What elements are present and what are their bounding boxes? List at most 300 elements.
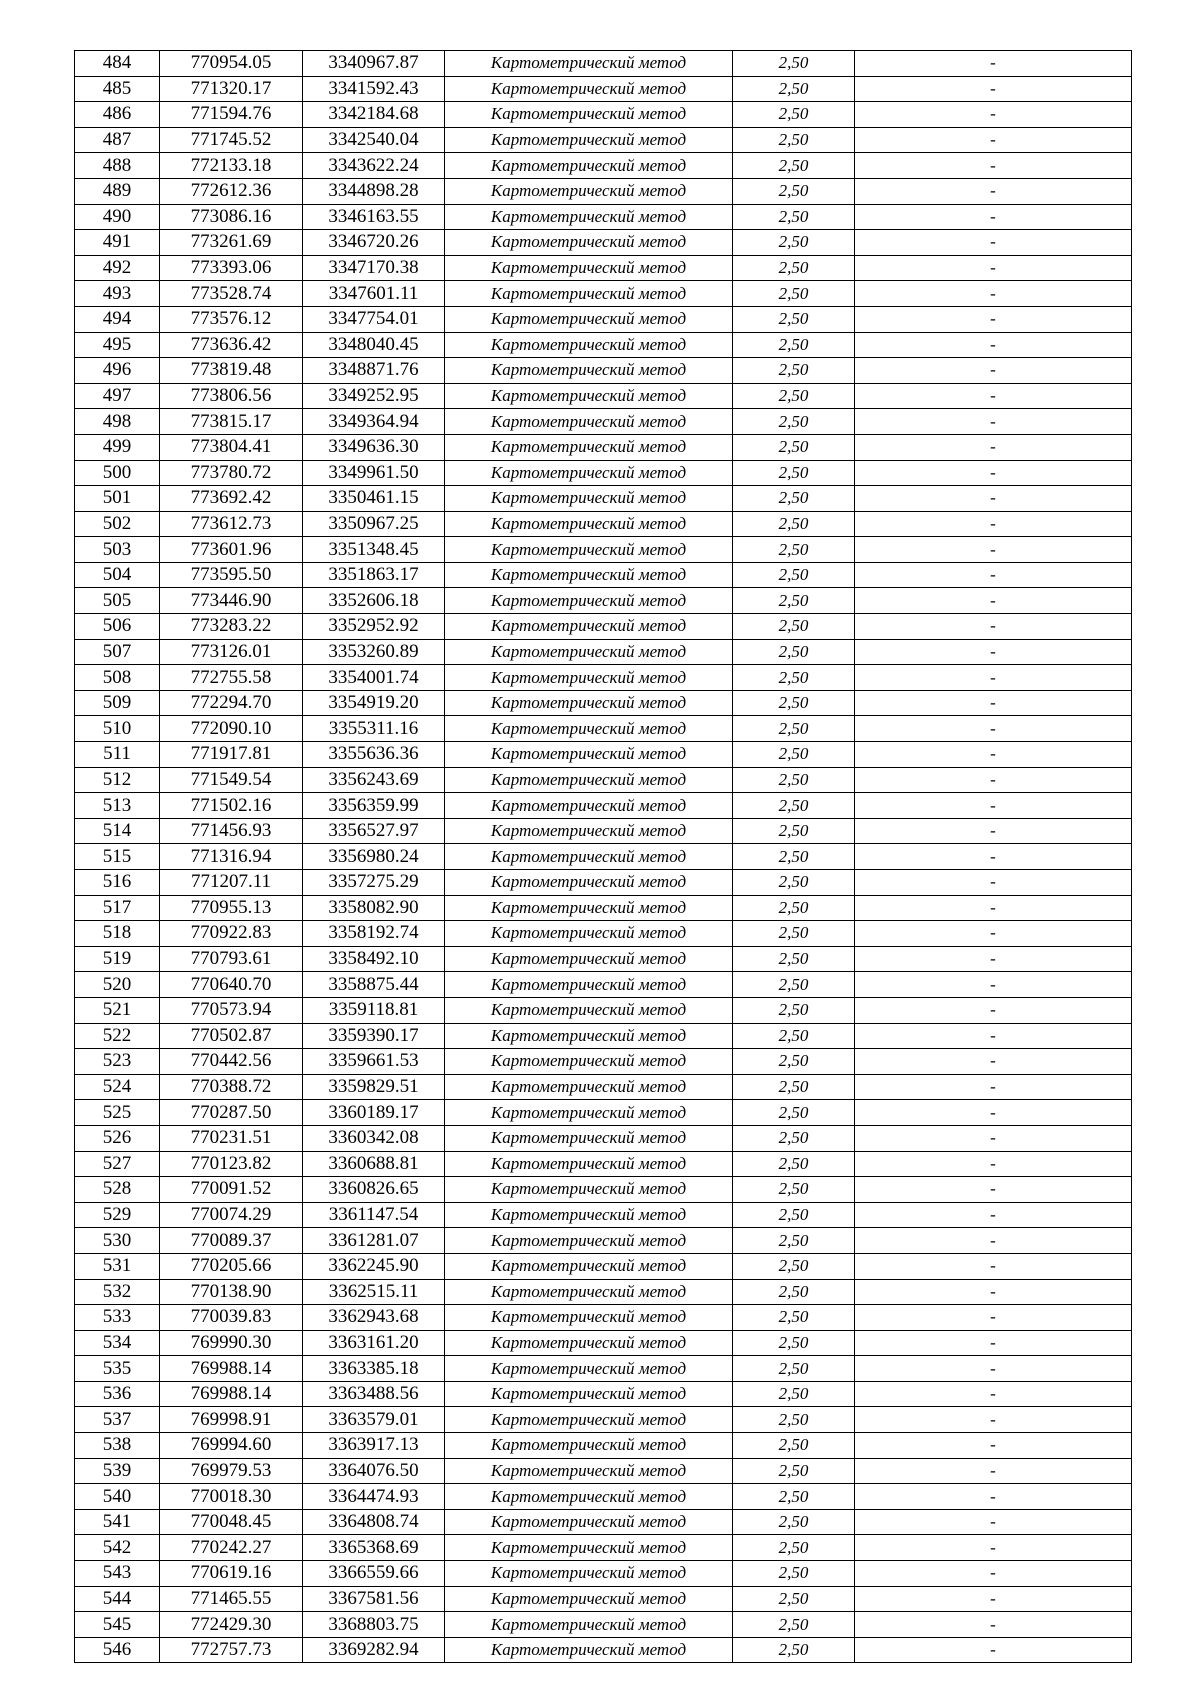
determination-method: Картометрический метод: [445, 665, 733, 691]
determination-method: Картометрический метод: [445, 537, 733, 563]
note-cell: -: [855, 1407, 1132, 1433]
accuracy-value: 2,50: [733, 895, 855, 921]
point-number: 523: [75, 1049, 160, 1075]
coordinate-x: 770138.90: [160, 1279, 303, 1305]
coordinate-x: 773780.72: [160, 460, 303, 486]
accuracy-value: 2,50: [733, 1305, 855, 1331]
accuracy-value: 2,50: [733, 537, 855, 563]
determination-method: Картометрический метод: [445, 895, 733, 921]
note-cell: -: [855, 358, 1132, 384]
table-row: [75, 230, 1132, 256]
table-row: [75, 1125, 1132, 1151]
point-number: 509: [75, 690, 160, 716]
accuracy-value: 2,50: [733, 511, 855, 537]
table-row: [75, 434, 1132, 460]
table-row: [75, 1023, 1132, 1049]
table-row: [75, 1253, 1132, 1279]
coordinate-x: 773528.74: [160, 281, 303, 307]
coordinate-y: 3360189.17: [303, 1100, 445, 1126]
point-number: 544: [75, 1586, 160, 1612]
note-cell: -: [855, 434, 1132, 460]
coordinate-x: 770048.45: [160, 1509, 303, 1535]
determination-method: Картометрический метод: [445, 921, 733, 947]
determination-method: Картометрический метод: [445, 1202, 733, 1228]
coordinates-table: [74, 50, 1132, 1663]
coordinate-y: 3346720.26: [303, 230, 445, 256]
point-number: 534: [75, 1330, 160, 1356]
table-row: [75, 153, 1132, 179]
table-row: [75, 102, 1132, 128]
table-row: [75, 1049, 1132, 1075]
point-number: 503: [75, 537, 160, 563]
coordinate-y: 3366559.66: [303, 1561, 445, 1587]
coordinate-x: 773283.22: [160, 614, 303, 640]
table-row: [75, 742, 1132, 768]
point-number: 484: [75, 51, 160, 77]
coordinate-y: 3359118.81: [303, 997, 445, 1023]
point-number: 491: [75, 230, 160, 256]
coordinate-y: 3361147.54: [303, 1202, 445, 1228]
coordinate-y: 3355311.16: [303, 716, 445, 742]
accuracy-value: 2,50: [733, 946, 855, 972]
determination-method: Картометрический метод: [445, 178, 733, 204]
coordinate-y: 3340967.87: [303, 51, 445, 77]
note-cell: -: [855, 818, 1132, 844]
note-cell: -: [855, 76, 1132, 102]
coordinate-y: 3356359.99: [303, 793, 445, 819]
determination-method: Картометрический метод: [445, 1586, 733, 1612]
determination-method: Картометрический метод: [445, 1356, 733, 1382]
determination-method: Картометрический метод: [445, 1433, 733, 1459]
coordinate-y: 3362515.11: [303, 1279, 445, 1305]
coordinate-x: 771320.17: [160, 76, 303, 102]
accuracy-value: 2,50: [733, 1381, 855, 1407]
point-number: 512: [75, 767, 160, 793]
coordinate-x: 773612.73: [160, 511, 303, 537]
accuracy-value: 2,50: [733, 639, 855, 665]
point-number: 488: [75, 153, 160, 179]
coordinate-x: 769990.30: [160, 1330, 303, 1356]
coordinate-y: 3364076.50: [303, 1458, 445, 1484]
accuracy-value: 2,50: [733, 665, 855, 691]
note-cell: -: [855, 1612, 1132, 1638]
note-cell: -: [855, 1049, 1132, 1075]
coordinate-y: 3363161.20: [303, 1330, 445, 1356]
table-row: [75, 332, 1132, 358]
accuracy-value: 2,50: [733, 204, 855, 230]
table-row: [75, 1305, 1132, 1331]
note-cell: -: [855, 102, 1132, 128]
coordinate-x: 773601.96: [160, 537, 303, 563]
coordinate-y: 3344898.28: [303, 178, 445, 204]
table-row: [75, 1151, 1132, 1177]
determination-method: Картометрический метод: [445, 972, 733, 998]
coordinate-y: 3361281.07: [303, 1228, 445, 1254]
coordinate-y: 3357275.29: [303, 870, 445, 896]
coordinate-x: 773393.06: [160, 255, 303, 281]
note-cell: -: [855, 486, 1132, 512]
determination-method: Картометрический метод: [445, 1305, 733, 1331]
note-cell: -: [855, 1330, 1132, 1356]
table-row: [75, 690, 1132, 716]
coordinate-x: 769988.14: [160, 1356, 303, 1382]
coordinate-x: 770089.37: [160, 1228, 303, 1254]
determination-method: Картометрический метод: [445, 434, 733, 460]
accuracy-value: 2,50: [733, 588, 855, 614]
accuracy-value: 2,50: [733, 1049, 855, 1075]
point-number: 485: [75, 76, 160, 102]
accuracy-value: 2,50: [733, 562, 855, 588]
accuracy-value: 2,50: [733, 1433, 855, 1459]
coordinate-y: 3358492.10: [303, 946, 445, 972]
table-row: [75, 946, 1132, 972]
coordinate-x: 772294.70: [160, 690, 303, 716]
point-number: 495: [75, 332, 160, 358]
determination-method: Картометрический метод: [445, 51, 733, 77]
point-number: 489: [75, 178, 160, 204]
table-row: [75, 204, 1132, 230]
determination-method: Картометрический метод: [445, 460, 733, 486]
table-row: [75, 486, 1132, 512]
coordinate-y: 3364474.93: [303, 1484, 445, 1510]
table-row: [75, 1586, 1132, 1612]
note-cell: -: [855, 1228, 1132, 1254]
coordinate-x: 773815.17: [160, 409, 303, 435]
point-number: 521: [75, 997, 160, 1023]
table-row: [75, 588, 1132, 614]
table-row: [75, 665, 1132, 691]
coordinate-x: 770793.61: [160, 946, 303, 972]
table-row: [75, 51, 1132, 77]
accuracy-value: 2,50: [733, 255, 855, 281]
coordinate-x: 772612.36: [160, 178, 303, 204]
coordinate-y: 3356243.69: [303, 767, 445, 793]
accuracy-value: 2,50: [733, 1458, 855, 1484]
note-cell: -: [855, 665, 1132, 691]
coordinate-x: 769988.14: [160, 1381, 303, 1407]
table-row: [75, 1330, 1132, 1356]
determination-method: Картометрический метод: [445, 1125, 733, 1151]
coordinate-y: 3347601.11: [303, 281, 445, 307]
coordinate-x: 770954.05: [160, 51, 303, 77]
point-number: 506: [75, 614, 160, 640]
note-cell: -: [855, 255, 1132, 281]
coordinate-y: 3362943.68: [303, 1305, 445, 1331]
note-cell: -: [855, 511, 1132, 537]
note-cell: -: [855, 1177, 1132, 1203]
accuracy-value: 2,50: [733, 614, 855, 640]
point-number: 497: [75, 383, 160, 409]
accuracy-value: 2,50: [733, 230, 855, 256]
table-row: [75, 178, 1132, 204]
note-cell: -: [855, 1509, 1132, 1535]
coordinate-x: 771456.93: [160, 818, 303, 844]
note-cell: -: [855, 204, 1132, 230]
note-cell: -: [855, 332, 1132, 358]
coordinate-x: 772133.18: [160, 153, 303, 179]
determination-method: Картометрический метод: [445, 1612, 733, 1638]
accuracy-value: 2,50: [733, 690, 855, 716]
accuracy-value: 2,50: [733, 1202, 855, 1228]
table-row: [75, 1509, 1132, 1535]
determination-method: Картометрический метод: [445, 153, 733, 179]
point-number: 501: [75, 486, 160, 512]
coordinate-x: 771594.76: [160, 102, 303, 128]
table-row: [75, 1279, 1132, 1305]
accuracy-value: 2,50: [733, 1509, 855, 1535]
point-number: 526: [75, 1125, 160, 1151]
point-number: 525: [75, 1100, 160, 1126]
point-number: 527: [75, 1151, 160, 1177]
point-number: 542: [75, 1535, 160, 1561]
accuracy-value: 2,50: [733, 1074, 855, 1100]
determination-method: Картометрический метод: [445, 588, 733, 614]
note-cell: -: [855, 460, 1132, 486]
point-number: 487: [75, 127, 160, 153]
coordinate-x: 770388.72: [160, 1074, 303, 1100]
determination-method: Картометрический метод: [445, 230, 733, 256]
point-number: 524: [75, 1074, 160, 1100]
coordinate-y: 3342184.68: [303, 102, 445, 128]
determination-method: Картометрический метод: [445, 1637, 733, 1663]
coordinate-x: 769994.60: [160, 1433, 303, 1459]
point-number: 496: [75, 358, 160, 384]
note-cell: -: [855, 716, 1132, 742]
accuracy-value: 2,50: [733, 434, 855, 460]
coordinate-y: 3342540.04: [303, 127, 445, 153]
accuracy-value: 2,50: [733, 870, 855, 896]
determination-method: Картометрический метод: [445, 1279, 733, 1305]
point-number: 535: [75, 1356, 160, 1382]
coordinate-y: 3360688.81: [303, 1151, 445, 1177]
point-number: 504: [75, 562, 160, 588]
determination-method: Картометрический метод: [445, 1458, 733, 1484]
determination-method: Картометрический метод: [445, 127, 733, 153]
determination-method: Картометрический метод: [445, 1228, 733, 1254]
determination-method: Картометрический метод: [445, 1253, 733, 1279]
determination-method: Картометрический метод: [445, 306, 733, 332]
coordinate-x: 773576.12: [160, 306, 303, 332]
table-row: [75, 1074, 1132, 1100]
accuracy-value: 2,50: [733, 332, 855, 358]
accuracy-value: 2,50: [733, 1279, 855, 1305]
coordinate-x: 773692.42: [160, 486, 303, 512]
determination-method: Картометрический метод: [445, 1330, 733, 1356]
accuracy-value: 2,50: [733, 1023, 855, 1049]
point-number: 518: [75, 921, 160, 947]
accuracy-value: 2,50: [733, 486, 855, 512]
accuracy-value: 2,50: [733, 102, 855, 128]
note-cell: -: [855, 997, 1132, 1023]
accuracy-value: 2,50: [733, 383, 855, 409]
coordinate-x: 770091.52: [160, 1177, 303, 1203]
accuracy-value: 2,50: [733, 76, 855, 102]
table-row: [75, 306, 1132, 332]
note-cell: -: [855, 1305, 1132, 1331]
coordinate-x: 770640.70: [160, 972, 303, 998]
accuracy-value: 2,50: [733, 127, 855, 153]
note-cell: -: [855, 281, 1132, 307]
coordinate-x: 773446.90: [160, 588, 303, 614]
determination-method: Картометрический метод: [445, 102, 733, 128]
accuracy-value: 2,50: [733, 358, 855, 384]
determination-method: Картометрический метод: [445, 1023, 733, 1049]
point-number: 540: [75, 1484, 160, 1510]
accuracy-value: 2,50: [733, 153, 855, 179]
determination-method: Картометрический метод: [445, 281, 733, 307]
coordinate-y: 3358082.90: [303, 895, 445, 921]
coordinate-y: 3363488.56: [303, 1381, 445, 1407]
point-number: 510: [75, 716, 160, 742]
coordinate-x: 770018.30: [160, 1484, 303, 1510]
determination-method: Картометрический метод: [445, 1535, 733, 1561]
determination-method: Картометрический метод: [445, 946, 733, 972]
coordinate-x: 771745.52: [160, 127, 303, 153]
note-cell: -: [855, 972, 1132, 998]
accuracy-value: 2,50: [733, 1330, 855, 1356]
table-row: [75, 818, 1132, 844]
table-row: [75, 127, 1132, 153]
determination-method: Картометрический метод: [445, 204, 733, 230]
coordinates-table-body: [75, 51, 1132, 1663]
coordinate-y: 3349364.94: [303, 409, 445, 435]
table-row: [75, 281, 1132, 307]
accuracy-value: 2,50: [733, 1125, 855, 1151]
note-cell: -: [855, 1151, 1132, 1177]
note-cell: -: [855, 793, 1132, 819]
point-number: 533: [75, 1305, 160, 1331]
table-row: [75, 76, 1132, 102]
accuracy-value: 2,50: [733, 844, 855, 870]
table-row: [75, 1381, 1132, 1407]
coordinate-x: 773804.41: [160, 434, 303, 460]
coordinate-y: 3356527.97: [303, 818, 445, 844]
point-number: 545: [75, 1612, 160, 1638]
accuracy-value: 2,50: [733, 409, 855, 435]
note-cell: -: [855, 614, 1132, 640]
coordinate-y: 3348040.45: [303, 332, 445, 358]
coordinate-y: 3354919.20: [303, 690, 445, 716]
table-row: [75, 997, 1132, 1023]
coordinate-x: 769998.91: [160, 1407, 303, 1433]
point-number: 490: [75, 204, 160, 230]
coordinate-y: 3359390.17: [303, 1023, 445, 1049]
table-row: [75, 1202, 1132, 1228]
coordinate-y: 3356980.24: [303, 844, 445, 870]
accuracy-value: 2,50: [733, 178, 855, 204]
coordinate-x: 771917.81: [160, 742, 303, 768]
point-number: 520: [75, 972, 160, 998]
coordinate-x: 770922.83: [160, 921, 303, 947]
point-number: 486: [75, 102, 160, 128]
table-row: [75, 1407, 1132, 1433]
coordinate-y: 3367581.56: [303, 1586, 445, 1612]
note-cell: -: [855, 1561, 1132, 1587]
point-number: 505: [75, 588, 160, 614]
determination-method: Картометрический метод: [445, 358, 733, 384]
coordinate-x: 770242.27: [160, 1535, 303, 1561]
note-cell: -: [855, 921, 1132, 947]
determination-method: Картометрический метод: [445, 716, 733, 742]
table-row: [75, 1612, 1132, 1638]
accuracy-value: 2,50: [733, 767, 855, 793]
coordinate-y: 3360342.08: [303, 1125, 445, 1151]
determination-method: Картометрический метод: [445, 511, 733, 537]
coordinate-x: 770231.51: [160, 1125, 303, 1151]
table-row: [75, 972, 1132, 998]
coordinate-x: 770287.50: [160, 1100, 303, 1126]
table-row: [75, 1484, 1132, 1510]
point-number: 517: [75, 895, 160, 921]
coordinate-y: 3362245.90: [303, 1253, 445, 1279]
note-cell: -: [855, 127, 1132, 153]
accuracy-value: 2,50: [733, 1484, 855, 1510]
note-cell: -: [855, 588, 1132, 614]
table-row: [75, 870, 1132, 896]
table-row: [75, 895, 1132, 921]
determination-method: Картометрический метод: [445, 767, 733, 793]
point-number: 499: [75, 434, 160, 460]
coordinate-y: 3358192.74: [303, 921, 445, 947]
coordinate-x: 773086.16: [160, 204, 303, 230]
determination-method: Картометрический метод: [445, 383, 733, 409]
determination-method: Картометрический метод: [445, 639, 733, 665]
accuracy-value: 2,50: [733, 460, 855, 486]
coordinate-y: 3351348.45: [303, 537, 445, 563]
table-row: [75, 1433, 1132, 1459]
coordinate-y: 3349252.95: [303, 383, 445, 409]
table-row: [75, 921, 1132, 947]
accuracy-value: 2,50: [733, 1561, 855, 1587]
accuracy-value: 2,50: [733, 1177, 855, 1203]
coordinate-y: 3363579.01: [303, 1407, 445, 1433]
coordinate-y: 3358875.44: [303, 972, 445, 998]
table-row: [75, 1535, 1132, 1561]
accuracy-value: 2,50: [733, 1535, 855, 1561]
note-cell: -: [855, 844, 1132, 870]
table-row: [75, 562, 1132, 588]
point-number: 508: [75, 665, 160, 691]
coordinate-x: 770955.13: [160, 895, 303, 921]
note-cell: -: [855, 537, 1132, 563]
note-cell: -: [855, 1484, 1132, 1510]
table-row: [75, 767, 1132, 793]
accuracy-value: 2,50: [733, 1253, 855, 1279]
determination-method: Картометрический метод: [445, 409, 733, 435]
coordinate-y: 3359661.53: [303, 1049, 445, 1075]
point-number: 502: [75, 511, 160, 537]
point-number: 507: [75, 639, 160, 665]
note-cell: -: [855, 1458, 1132, 1484]
coordinate-x: 771207.11: [160, 870, 303, 896]
point-number: 511: [75, 742, 160, 768]
accuracy-value: 2,50: [733, 793, 855, 819]
determination-method: Картометрический метод: [445, 1100, 733, 1126]
determination-method: Картометрический метод: [445, 1049, 733, 1075]
note-cell: -: [855, 306, 1132, 332]
table-row: [75, 255, 1132, 281]
accuracy-value: 2,50: [733, 716, 855, 742]
table-row: [75, 1637, 1132, 1663]
point-number: 546: [75, 1637, 160, 1663]
point-number: 528: [75, 1177, 160, 1203]
coordinate-y: 3346163.55: [303, 204, 445, 230]
determination-method: Картометрический метод: [445, 332, 733, 358]
note-cell: -: [855, 742, 1132, 768]
note-cell: -: [855, 870, 1132, 896]
point-number: 541: [75, 1509, 160, 1535]
determination-method: Картометрический метод: [445, 1407, 733, 1433]
